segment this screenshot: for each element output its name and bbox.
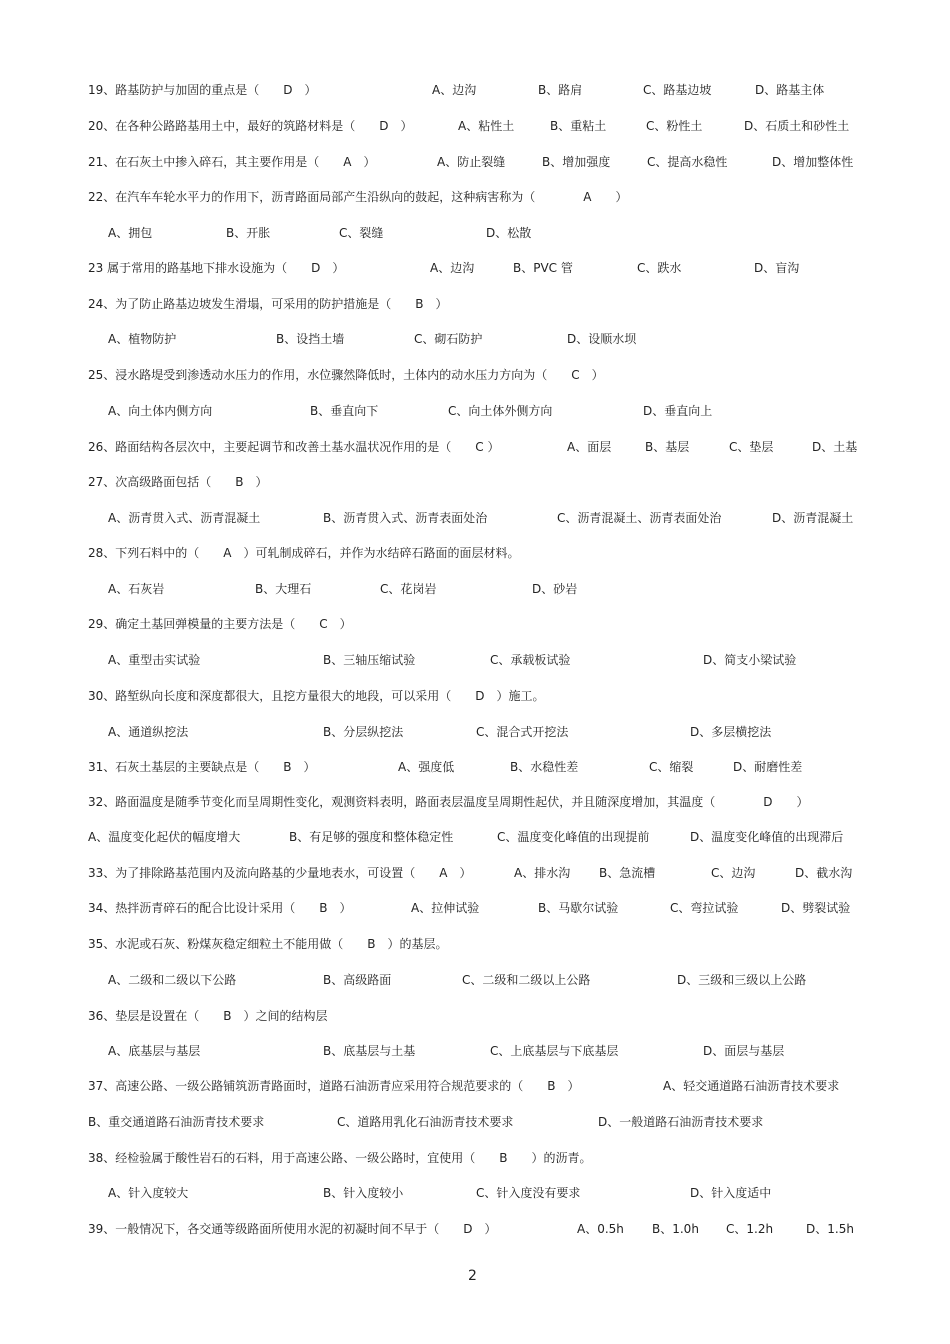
- answer-option: B、设挡土墙: [276, 332, 345, 346]
- question-text: A、向土体内侧方向: [108, 404, 213, 418]
- question-text: 24、为了防止路基边坡发生滑塌，可采用的防护措施是（ B ）: [88, 297, 448, 311]
- answer-option: C、向土体外侧方向: [448, 404, 553, 418]
- answer-option: B、马歇尔试验: [538, 901, 619, 915]
- answer-option: A、防止裂缝: [437, 155, 506, 169]
- question-text: 35、水泥或石灰、粉煤灰稳定细粒土不能用做（ B ）的基层。: [88, 937, 448, 951]
- question-text: 36、垫层是设置在（ B ）之间的结构层: [88, 1009, 328, 1023]
- answer-option: D、土基: [812, 440, 858, 454]
- answer-option: C、1.2h: [726, 1222, 774, 1236]
- question-text: 39、一般情况下，各交通等级路面所使用水泥的初凝时间不早于（ D ）: [88, 1222, 497, 1236]
- question-text: 34、热拌沥青碎石的配合比设计采用（ B ）: [88, 901, 352, 915]
- question-text: 21、在石灰土中掺入碎石，其主要作用是（ A ）: [88, 155, 376, 169]
- answer-option: A、拉伸试验: [411, 901, 480, 915]
- question-text: B、重交通道路石油沥青技术要求: [88, 1115, 265, 1129]
- question-text: A、底基层与基层: [108, 1044, 201, 1058]
- answer-option: B、三轴压缩试验: [323, 653, 416, 667]
- question-text: A、植物防护: [108, 332, 177, 346]
- answer-option: D、增加整体性: [772, 155, 854, 169]
- answer-option: D、多层横挖法: [690, 725, 772, 739]
- question-text: A、沥青贯入式、沥青混凝土: [108, 511, 261, 525]
- question-text: 31、石灰土基层的主要缺点是（ B ）: [88, 760, 316, 774]
- answer-option: C、跌水: [637, 261, 682, 275]
- answer-option: D、1.5h: [806, 1222, 854, 1236]
- answer-option: D、垂直向上: [643, 404, 713, 418]
- question-text: 23 属于常用的路基地下排水设施为（ D ）: [88, 261, 345, 275]
- answer-option: A、0.5h: [577, 1222, 624, 1236]
- answer-option: D、针入度适中: [690, 1186, 772, 1200]
- answer-option: C、路基边坡: [643, 83, 712, 97]
- answer-option: D、石质土和砂性土: [744, 119, 850, 133]
- question-text: 32、路面温度是随季节变化而呈周期性变化，观测资料表明，路面表层温度呈周期性起伏，并且随深度增加，其温度（ D ）: [88, 795, 809, 809]
- question-text: A、二级和二级以下公路: [108, 973, 237, 987]
- question-text: A、石灰岩: [108, 582, 165, 596]
- answer-option: B、沥青贯入式、沥青表面处治: [323, 511, 488, 525]
- question-text: 26、路面结构各层次中，主要起调节和改善土基水温状况作用的是（ C ）: [88, 440, 500, 454]
- answer-option: C、粉性土: [646, 119, 703, 133]
- question-text: A、拥包: [108, 226, 153, 240]
- question-text: 27、次高级路面包括（ B ）: [88, 475, 268, 489]
- answer-option: C、混合式开挖法: [476, 725, 569, 739]
- question-text: 19、路基防护与加固的重点是（ D ）: [88, 83, 317, 97]
- question-text: 20、在各种公路路基用土中，最好的筑路材料是（ D ）: [88, 119, 413, 133]
- answer-option: B、急流槽: [599, 866, 656, 880]
- answer-option: C、砌石防护: [414, 332, 483, 346]
- answer-option: D、耐磨性差: [733, 760, 803, 774]
- answer-option: D、劈裂试验: [781, 901, 851, 915]
- answer-option: C、垫层: [729, 440, 774, 454]
- question-text: 22、在汽车车轮水平力的作用下，沥青路面局部产生沿纵向的鼓起，这种病害称为（ A ）: [88, 190, 628, 204]
- answer-option: D、面层与基层: [703, 1044, 785, 1058]
- question-text: 33、为了排除路基范围内及流向路基的少量地表水，可设置（ A ）: [88, 866, 472, 880]
- answer-option: A、排水沟: [514, 866, 571, 880]
- answer-option: B、底基层与土基: [323, 1044, 416, 1058]
- answer-option: A、粘性土: [458, 119, 515, 133]
- question-text: 29、确定土基回弹模量的主要方法是（ C ）: [88, 617, 352, 631]
- answer-option: C、承载板试验: [490, 653, 571, 667]
- question-text: 37、高速公路、一级公路铺筑沥青路面时，道路石油沥青应采用符合规范要求的（ B ）: [88, 1079, 580, 1093]
- page-number: 2: [468, 1268, 477, 1284]
- answer-option: B、大理石: [255, 582, 312, 596]
- answer-option: B、分层纵挖法: [323, 725, 404, 739]
- answer-option: C、针入度没有要求: [476, 1186, 581, 1200]
- answer-option: B、有足够的强度和整体稳定性: [289, 830, 454, 844]
- answer-option: A、边沟: [430, 261, 475, 275]
- answer-option: B、垂直向下: [310, 404, 379, 418]
- answer-option: D、三级和三级以上公路: [677, 973, 807, 987]
- answer-option: A、强度低: [398, 760, 455, 774]
- question-text: 28、下列石料中的（ A ）可轧制成碎石，并作为水结碎石路面的面层材料。: [88, 546, 520, 560]
- answer-option: B、开胀: [226, 226, 271, 240]
- answer-option: D、砂岩: [532, 582, 578, 596]
- answer-option: D、路基主体: [755, 83, 825, 97]
- answer-option: B、高级路面: [323, 973, 392, 987]
- answer-option: C、弯拉试验: [670, 901, 739, 915]
- answer-option: C、道路用乳化石油沥青技术要求: [337, 1115, 514, 1129]
- answer-option: B、重粘土: [550, 119, 607, 133]
- question-text: A、温度变化起伏的幅度增大: [88, 830, 241, 844]
- answer-option: A、轻交通道路石油沥青技术要求: [663, 1079, 840, 1093]
- question-text: A、针入度较大: [108, 1186, 189, 1200]
- answer-option: C、上底基层与下底基层: [490, 1044, 619, 1058]
- answer-option: D、设顺水坝: [567, 332, 637, 346]
- question-text: A、重型击实试验: [108, 653, 201, 667]
- answer-option: D、盲沟: [754, 261, 800, 275]
- answer-option: D、松散: [486, 226, 532, 240]
- answer-option: C、沥青混凝土、沥青表面处治: [557, 511, 722, 525]
- answer-option: B、水稳性差: [510, 760, 579, 774]
- answer-option: B、基层: [645, 440, 690, 454]
- question-text: 38、经检验属于酸性岩石的石料，用于高速公路、一级公路时，宜使用（ B ）的沥青。: [88, 1151, 592, 1165]
- answer-option: C、花岗岩: [380, 582, 437, 596]
- answer-option: C、裂缝: [339, 226, 384, 240]
- answer-option: C、温度变化峰值的出现提前: [497, 830, 650, 844]
- answer-option: B、路肩: [538, 83, 583, 97]
- answer-option: B、针入度较小: [323, 1186, 404, 1200]
- answer-option: B、PVC 管: [513, 261, 573, 275]
- answer-option: A、面层: [567, 440, 612, 454]
- answer-option: C、边沟: [711, 866, 756, 880]
- answer-option: D、温度变化峰值的出现滞后: [690, 830, 844, 844]
- answer-option: D、简支小梁试验: [703, 653, 797, 667]
- question-text: 25、浸水路堤受到渗透动水压力的作用，水位骤然降低时，土体内的动水压力方向为（ C ）: [88, 368, 604, 382]
- answer-option: C、提高水稳性: [647, 155, 728, 169]
- answer-option: B、增加强度: [542, 155, 611, 169]
- answer-option: C、二级和二级以上公路: [462, 973, 591, 987]
- answer-option: A、边沟: [432, 83, 477, 97]
- answer-option: D、一般道路石油沥青技术要求: [598, 1115, 764, 1129]
- question-text: A、通道纵挖法: [108, 725, 189, 739]
- question-text: 30、路堑纵向长度和深度都很大，且挖方量很大的地段，可以采用（ D ）施工。: [88, 689, 545, 703]
- answer-option: D、截水沟: [795, 866, 853, 880]
- answer-option: C、缩裂: [649, 760, 694, 774]
- answer-option: D、沥青混凝土: [772, 511, 854, 525]
- answer-option: B、1.0h: [652, 1222, 699, 1236]
